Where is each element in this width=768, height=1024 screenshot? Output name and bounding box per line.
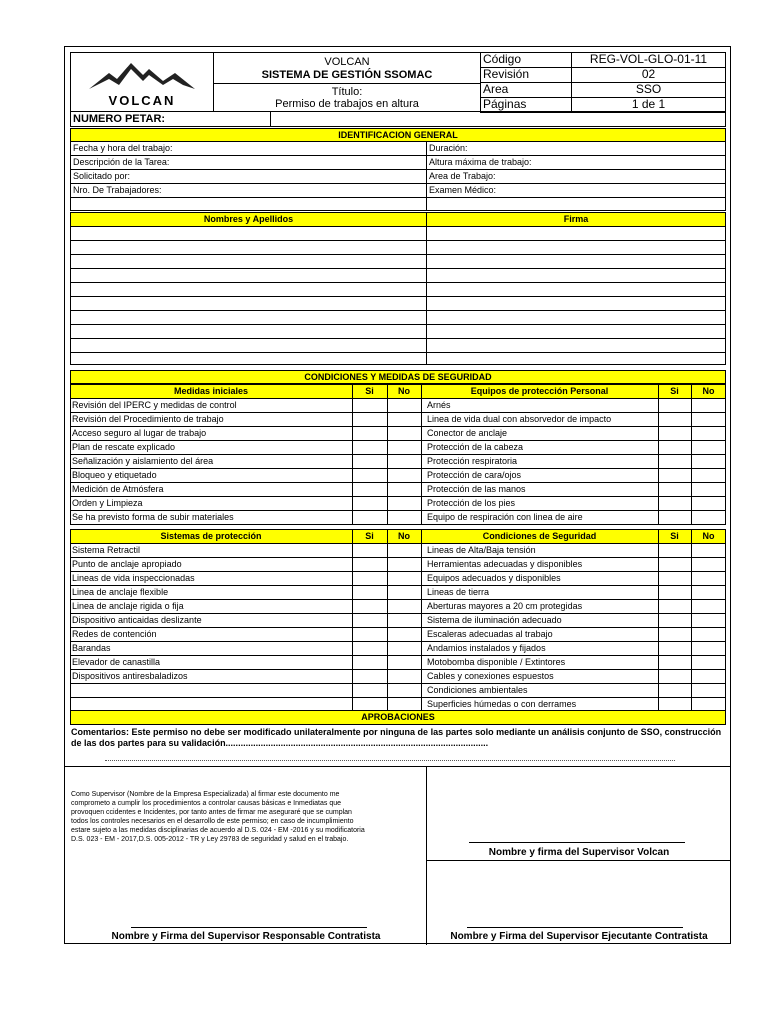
checkbox-no[interactable] bbox=[387, 599, 421, 613]
approvals-heading-text: APROBACIONES bbox=[361, 712, 435, 722]
checkbox-si[interactable] bbox=[352, 440, 387, 454]
worker-sign-cell[interactable] bbox=[427, 339, 725, 352]
checklist-item: Motobomba disponible / Extintores bbox=[427, 657, 566, 667]
mountain-logo-icon bbox=[87, 59, 197, 91]
checkbox-no[interactable] bbox=[387, 440, 421, 454]
checkbox-si[interactable] bbox=[658, 655, 691, 669]
checkbox-si[interactable] bbox=[352, 571, 387, 585]
checklist-item: Señalización y aislamiento del área bbox=[72, 456, 214, 466]
meta-value: 02 bbox=[571, 67, 726, 83]
checkbox-si[interactable] bbox=[352, 585, 387, 599]
general-field-label: Nro. De Trabajadores: bbox=[73, 185, 162, 195]
checklist-item: Orden y Limpieza bbox=[72, 498, 143, 508]
worker-sign-cell[interactable] bbox=[427, 255, 725, 268]
col-no: No bbox=[398, 386, 410, 396]
worker-name-cell[interactable] bbox=[71, 255, 426, 268]
meta-label: Area bbox=[480, 82, 572, 98]
signature-line-responsable[interactable] bbox=[131, 927, 367, 928]
checkbox-no[interactable] bbox=[387, 627, 421, 641]
checkbox-no[interactable] bbox=[691, 627, 726, 641]
checkbox-si[interactable] bbox=[658, 613, 691, 627]
workers-col-sign: Firma bbox=[563, 214, 589, 224]
worker-sign-cell[interactable] bbox=[427, 353, 725, 366]
workers-col-names: Nombres y Apellidos bbox=[203, 214, 294, 224]
checkbox-no[interactable] bbox=[691, 655, 726, 669]
checkbox-si[interactable] bbox=[658, 683, 691, 697]
checklist-item: Acceso seguro al lugar de trabajo bbox=[72, 428, 207, 438]
checklist-item: Herramientas adecuadas y disponibles bbox=[427, 559, 583, 569]
company-name: VOLCAN bbox=[324, 56, 370, 68]
conditions-heading bbox=[70, 370, 726, 384]
worker-name-cell[interactable] bbox=[71, 297, 426, 310]
checkbox-si[interactable] bbox=[352, 557, 387, 571]
meta-label: Código bbox=[480, 52, 572, 68]
checkbox-no[interactable] bbox=[387, 426, 421, 440]
title-value: Permiso de trabajos en altura bbox=[275, 98, 419, 110]
general-field-label: Area de Trabajo: bbox=[429, 171, 496, 181]
worker-name-cell[interactable] bbox=[71, 241, 426, 254]
checkbox-si[interactable] bbox=[658, 697, 691, 711]
col-si: Si bbox=[365, 531, 374, 541]
checkbox-si[interactable] bbox=[658, 571, 691, 585]
checkbox-no[interactable] bbox=[691, 482, 726, 496]
checkbox-no[interactable] bbox=[691, 468, 726, 482]
comments-text: Comentarios: Este permiso no debe ser modificado unilateralmente por ninguna de las partes solo mediante un análisis conjunto de SSO, construcción de las dos partes para su validación......................................................................................................... bbox=[71, 727, 722, 748]
meta-value: REG-VOL-GLO-01-11 bbox=[571, 52, 726, 68]
block-right-title: Equipos de protección Personal bbox=[470, 386, 609, 396]
worker-sign-cell[interactable] bbox=[427, 227, 725, 240]
checkbox-no[interactable] bbox=[387, 496, 421, 510]
company-box bbox=[213, 52, 481, 84]
checkbox-si[interactable] bbox=[658, 557, 691, 571]
checklist-item: Escaleras adecuadas al trabajo bbox=[427, 629, 553, 639]
checklist-item: Cables y conexiones espuestos bbox=[427, 671, 554, 681]
sign-responsable-label: Nombre y Firma del Supervisor Responsable Contratista bbox=[111, 931, 381, 942]
checklist-item: Linea de anclaje flexible bbox=[72, 587, 169, 597]
checklist-item: Sistema de iluminación adecuado bbox=[427, 615, 562, 625]
checkbox-no[interactable] bbox=[691, 496, 726, 510]
checkbox-no[interactable] bbox=[691, 510, 726, 524]
general-heading bbox=[70, 128, 726, 142]
title-label: Título: bbox=[331, 86, 363, 98]
worker-name-cell[interactable] bbox=[71, 269, 426, 282]
checkbox-si[interactable] bbox=[352, 543, 387, 557]
checkbox-si[interactable] bbox=[352, 412, 387, 426]
checkbox-si[interactable] bbox=[352, 482, 387, 496]
checklist-item: Superficies húmedas o con derrames bbox=[427, 699, 577, 709]
checkbox-no[interactable] bbox=[691, 398, 726, 412]
block-right-title: Condiciones de Seguridad bbox=[482, 531, 597, 541]
general-table bbox=[70, 141, 726, 211]
checkbox-si[interactable] bbox=[352, 454, 387, 468]
checkbox-no[interactable] bbox=[691, 599, 726, 613]
checkbox-si[interactable] bbox=[352, 599, 387, 613]
checklist-item: Lineas de vida inspeccionadas bbox=[72, 573, 195, 583]
checkbox-no[interactable] bbox=[691, 585, 726, 599]
checkbox-no[interactable] bbox=[387, 571, 421, 585]
checkbox-no[interactable] bbox=[387, 697, 421, 711]
checklist-item: Protección de los pies bbox=[427, 498, 516, 508]
checklist-item: Equipos adecuados y disponibles bbox=[427, 573, 561, 583]
checkbox-no[interactable] bbox=[691, 641, 726, 655]
sign-ejecutante-label: Nombre y Firma del Supervisor Ejecutante Contratista bbox=[450, 931, 708, 942]
checkbox-no[interactable] bbox=[387, 683, 421, 697]
checkbox-no[interactable] bbox=[691, 683, 726, 697]
checklist-item: Plan de rescate explicado bbox=[72, 442, 176, 452]
checklist-item: Revisión del IPERC y medidas de control bbox=[72, 400, 237, 410]
checkbox-si[interactable] bbox=[658, 510, 691, 524]
worker-name-cell[interactable] bbox=[71, 325, 426, 338]
supervisor-statement: Como Supervisor (Nombre de la Empresa Especializada) al firmar este documento me comprometo a cumplir los procedimientos a controlar causas básicas e Inmediatas que provoquen ccidentes e Incidentes, por tanto antes de firmar me aseguraré que se cumplan todos los controles necesarios en el desarrollo de este permiso; en caso de incumplimiento estare sujeto a las medidas disciplinarias de acuerdo al D.S. 024 - EM -2016 y su modificatoria D.S. 023 - EM - 2017,D.S. 005-2012 - TR y Ley 29783 de seguridad y salud en el trabajo. bbox=[71, 791, 365, 843]
checklist-item: Linea de anclaje rigida o fija bbox=[72, 601, 184, 611]
workers-table bbox=[70, 226, 726, 365]
checkbox-no[interactable] bbox=[691, 557, 726, 571]
checkbox-no[interactable] bbox=[691, 613, 726, 627]
checkbox-si[interactable] bbox=[352, 468, 387, 482]
checkbox-no[interactable] bbox=[387, 641, 421, 655]
checkbox-si[interactable] bbox=[658, 585, 691, 599]
numero-petar-row bbox=[70, 111, 726, 127]
title-box bbox=[213, 83, 481, 112]
checkbox-si[interactable] bbox=[352, 697, 387, 711]
checklist-item: Lineas de Alta/Baja tensión bbox=[427, 545, 536, 555]
checkbox-si[interactable] bbox=[658, 627, 691, 641]
checklist-item: Andamios instalados y fijados bbox=[427, 643, 546, 653]
checklist-item: Conector de anclaje bbox=[427, 428, 508, 438]
checkbox-si[interactable] bbox=[352, 496, 387, 510]
checklist-item: Barandas bbox=[72, 643, 111, 653]
checkbox-si[interactable] bbox=[658, 440, 691, 454]
meta-label: Revisión bbox=[480, 67, 572, 83]
checkbox-si[interactable] bbox=[658, 398, 691, 412]
worker-sign-cell[interactable] bbox=[427, 311, 725, 324]
checkbox-no[interactable] bbox=[387, 510, 421, 524]
general-field-label: Examen Médico: bbox=[429, 185, 497, 195]
checkbox-no[interactable] bbox=[387, 543, 421, 557]
checklist-item: Elevador de canastilla bbox=[72, 657, 161, 667]
checkbox-si[interactable] bbox=[658, 468, 691, 482]
checklist-item: Aberturas mayores a 20 cm protegidas bbox=[427, 601, 583, 611]
col-si: Si bbox=[670, 386, 679, 396]
checkbox-si[interactable] bbox=[658, 641, 691, 655]
system-name: SISTEMA DE GESTIÓN SSOMAC bbox=[261, 69, 433, 81]
checkbox-si[interactable] bbox=[352, 426, 387, 440]
meta-value: SSO bbox=[571, 82, 726, 98]
checklist-item: Protección de cara/ojos bbox=[427, 470, 522, 480]
col-no: No bbox=[702, 386, 715, 396]
worker-name-cell[interactable] bbox=[71, 227, 426, 240]
checkbox-no[interactable] bbox=[387, 613, 421, 627]
general-field-label: Solicitado por: bbox=[73, 171, 131, 181]
checkbox-no[interactable] bbox=[691, 440, 726, 454]
general-field-label: Duración: bbox=[429, 143, 468, 153]
general-field-label: Altura máxima de trabajo: bbox=[429, 157, 532, 167]
checklist-item: Linea de vida dual con absorvedor de impacto bbox=[427, 414, 612, 424]
checkbox-si[interactable] bbox=[658, 543, 691, 557]
checkbox-no[interactable] bbox=[691, 412, 726, 426]
sign-volcan-label: Nombre y firma del Supervisor Volcan bbox=[488, 847, 670, 858]
checkbox-si[interactable] bbox=[658, 454, 691, 468]
checkbox-no[interactable] bbox=[387, 669, 421, 683]
checklist-item: Medición de Atmósfera bbox=[72, 484, 164, 494]
checkbox-si[interactable] bbox=[352, 669, 387, 683]
general-heading-text: IDENTIFICACION GENERAL bbox=[338, 130, 458, 140]
checkbox-no[interactable] bbox=[387, 482, 421, 496]
checkbox-no[interactable] bbox=[691, 697, 726, 711]
checklist-item: Se ha previsto forma de subir materiales bbox=[72, 512, 234, 522]
checkbox-si[interactable] bbox=[352, 613, 387, 627]
checkbox-no[interactable] bbox=[387, 585, 421, 599]
worker-name-cell[interactable] bbox=[71, 339, 426, 352]
checklist-item: Redes de contención bbox=[72, 629, 157, 639]
checkbox-si[interactable] bbox=[352, 655, 387, 669]
checklist-item: Punto de anclaje apropiado bbox=[72, 559, 182, 569]
checkbox-no[interactable] bbox=[691, 426, 726, 440]
checkbox-no[interactable] bbox=[387, 655, 421, 669]
worker-sign-cell[interactable] bbox=[427, 297, 725, 310]
block-left-title: Medidas iniciales bbox=[173, 386, 249, 396]
col-si: Si bbox=[365, 386, 374, 396]
checkbox-no[interactable] bbox=[387, 454, 421, 468]
checklist-item: Sistema Retractil bbox=[72, 545, 141, 555]
checkbox-si[interactable] bbox=[352, 683, 387, 697]
checkbox-si[interactable] bbox=[658, 426, 691, 440]
checkbox-si[interactable] bbox=[352, 627, 387, 641]
worker-name-cell[interactable] bbox=[71, 283, 426, 296]
worker-name-cell[interactable] bbox=[71, 353, 426, 366]
worker-name-cell[interactable] bbox=[71, 311, 426, 324]
checkbox-no[interactable] bbox=[387, 557, 421, 571]
checkbox-si[interactable] bbox=[658, 496, 691, 510]
checkbox-si[interactable] bbox=[352, 510, 387, 524]
worker-sign-cell[interactable] bbox=[427, 241, 725, 254]
col-si: Si bbox=[670, 531, 679, 541]
checkbox-no[interactable] bbox=[691, 669, 726, 683]
checkbox-no[interactable] bbox=[691, 454, 726, 468]
logo-box bbox=[70, 52, 214, 112]
checkbox-si[interactable] bbox=[658, 412, 691, 426]
numero-petar-label: NUMERO PETAR: bbox=[73, 113, 166, 125]
general-field-label: Fecha y hora del trabajo: bbox=[73, 143, 173, 153]
workers-heading bbox=[70, 212, 726, 227]
signature-line-volcan[interactable] bbox=[469, 842, 685, 843]
checkbox-no[interactable] bbox=[387, 398, 421, 412]
checkbox-no[interactable] bbox=[387, 412, 421, 426]
checkbox-si[interactable] bbox=[352, 398, 387, 412]
checklist-item: Arnés bbox=[427, 400, 451, 410]
worker-sign-cell[interactable] bbox=[427, 325, 725, 338]
checkbox-si[interactable] bbox=[658, 599, 691, 613]
conditions-heading-text: CONDICIONES Y MEDIDAS DE SEGURIDAD bbox=[304, 372, 492, 382]
checklist-item: Dispositivo anticaidas deslizante bbox=[72, 615, 202, 625]
block-left-title: Sistemas de protección bbox=[160, 531, 262, 541]
checklist-item: Equipo de respiración con linea de aire bbox=[427, 512, 583, 522]
checklist-item: Protección de la cabeza bbox=[427, 442, 524, 452]
checklist-item: Protección respiratoria bbox=[427, 456, 518, 466]
checklist-item: Condiciones ambientales bbox=[427, 685, 528, 695]
worker-sign-cell[interactable] bbox=[427, 283, 725, 296]
checkbox-si[interactable] bbox=[352, 641, 387, 655]
checklist-item: Dispositivos antiresbaladizos bbox=[72, 671, 188, 681]
logo-text: VOLCAN bbox=[108, 93, 176, 108]
checkbox-no[interactable] bbox=[691, 571, 726, 585]
general-field-label: Descripción de la Tarea: bbox=[73, 157, 170, 167]
checkbox-no[interactable] bbox=[387, 468, 421, 482]
permit-form bbox=[64, 46, 731, 944]
checklist-item: Protección de las manos bbox=[427, 484, 526, 494]
meta-label: Páginas bbox=[480, 97, 572, 113]
worker-sign-cell[interactable] bbox=[427, 269, 725, 282]
checklist-item: Bloqueo y etiquetado bbox=[72, 470, 157, 480]
checkbox-si[interactable] bbox=[658, 669, 691, 683]
signature-line-ejecutante[interactable] bbox=[467, 927, 683, 928]
meta-value: 1 de 1 bbox=[571, 97, 726, 113]
checkbox-si[interactable] bbox=[658, 482, 691, 496]
checklist-item: Revisión del Procedimiento de trabajo bbox=[72, 414, 224, 424]
col-no: No bbox=[398, 531, 410, 541]
checkbox-no[interactable] bbox=[691, 543, 726, 557]
col-no: No bbox=[702, 531, 715, 541]
checklist-item: Lineas de tierra bbox=[427, 587, 490, 597]
approvals-heading bbox=[70, 710, 726, 725]
